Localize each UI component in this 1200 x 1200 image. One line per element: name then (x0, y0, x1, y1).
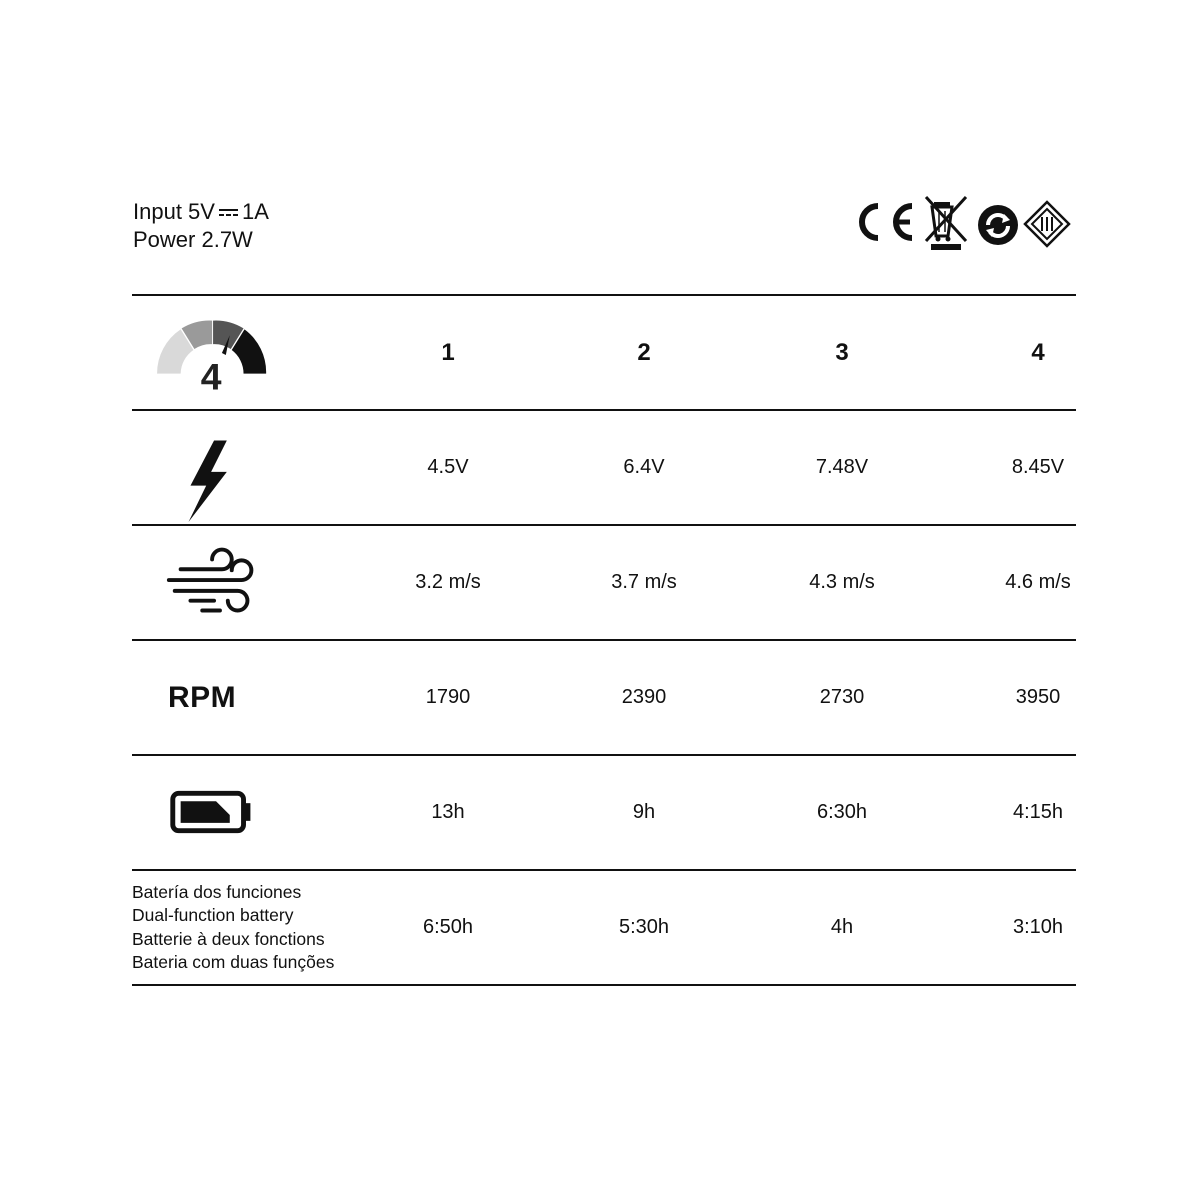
voltage-level-3: 7.48V (815, 456, 869, 478)
dual-battery-label-pt: Bateria com duas funções (132, 952, 335, 972)
speed-level-2: 2 (637, 338, 651, 366)
input-voltage: Input 5V (133, 199, 215, 224)
rpm-level-4: 3950 (1015, 686, 1061, 708)
rpm-level-3: 2730 (819, 686, 865, 708)
voltage-level-2: 6.4V (623, 456, 665, 478)
lightning-bolt-icon (132, 411, 302, 524)
speed-gauge-icon (132, 296, 302, 409)
wind-icon (132, 526, 302, 639)
speed-level-1: 1 (441, 338, 455, 366)
class-iii-icon (1025, 202, 1069, 246)
rpm-level-2: 2390 (621, 686, 667, 708)
battery-icon (132, 756, 302, 869)
battery-level-2: 9h (632, 801, 656, 823)
speed-level-row (132, 294, 1076, 409)
rpm-row (132, 639, 1076, 754)
airflow-row (132, 524, 1076, 639)
battery-level-1: 13h (431, 801, 465, 823)
dual-battery-label (132, 871, 334, 984)
rpm-level-1: 1790 (425, 686, 471, 708)
voltage-row (132, 409, 1076, 524)
speed-level-3: 3 (835, 338, 849, 366)
battery-level-3: 6:30h (816, 801, 868, 823)
weee-bin-icon (926, 197, 966, 250)
airflow-level-3: 4.3 m/s (809, 571, 875, 593)
dual-battery-label-es: Batería dos funciones (132, 881, 302, 902)
battery-level-4: 4:15h (1012, 801, 1064, 823)
airflow-level-2: 3.7 m/s (611, 571, 677, 593)
certification-marks (848, 192, 1074, 252)
dual-battery-label-fr: Batterie à deux fonctions (132, 928, 325, 949)
power-spec: Power 2.7W (133, 227, 253, 252)
battery-row (132, 754, 1076, 869)
power-specs (133, 198, 269, 254)
dual-battery-level-4: 3:10h (1012, 916, 1064, 938)
speed-level-4: 4 (1031, 338, 1045, 366)
voltage-level-1: 4.5V (427, 456, 469, 478)
spec-table (132, 294, 1076, 986)
green-dot-icon (978, 205, 1018, 245)
dual-battery-label-en: Dual-function battery (132, 905, 294, 925)
dual-battery-level-3: 4h (830, 916, 854, 938)
input-spec (133, 198, 269, 226)
dc-current-icon (219, 209, 238, 217)
airflow-level-1: 3.2 m/s (415, 571, 481, 593)
dual-battery-row (132, 869, 1076, 986)
ce-mark-icon (862, 206, 912, 238)
rpm-label: RPM (168, 680, 237, 714)
voltage-level-4: 8.45V (1011, 456, 1065, 478)
dual-battery-level-1: 6:50h (422, 916, 474, 938)
dual-battery-level-2: 5:30h (618, 916, 670, 938)
input-current: 1A (241, 199, 269, 224)
speed-gauge-value: 4 (200, 355, 222, 398)
airflow-level-4: 4.6 m/s (1005, 571, 1071, 593)
